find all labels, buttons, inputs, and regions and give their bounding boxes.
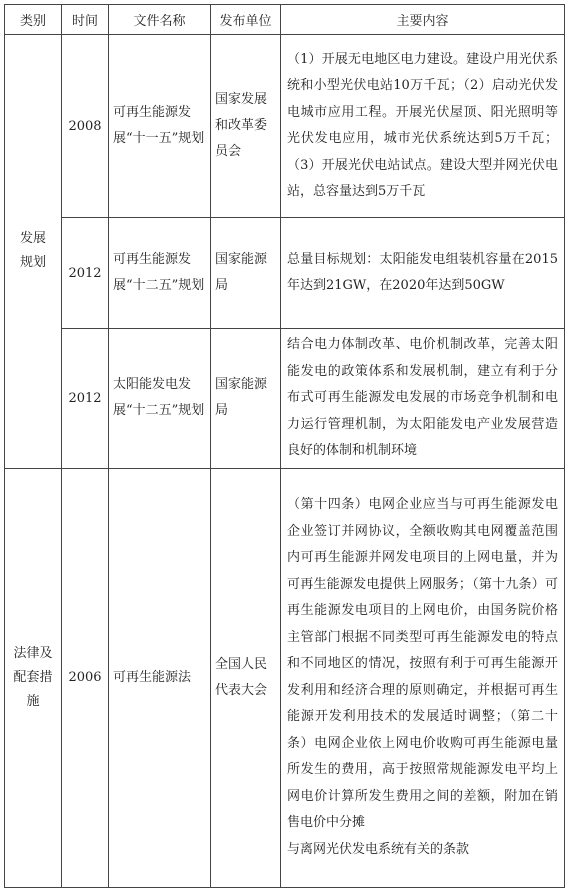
header-main-content: 主要内容: [281, 5, 565, 35]
year-cell: 2008: [62, 35, 109, 218]
content-cell: [281, 35, 565, 218]
content-cell: [281, 218, 565, 329]
year-cell: 2012: [62, 329, 109, 469]
file-name-cell: 可再生能源发展“十一五”规划: [109, 35, 211, 218]
file-name-cell: 太阳能发电发展“十二五”规划: [109, 329, 211, 469]
header-publisher: 发布单位: [211, 5, 281, 35]
content-text-note: 与离网光伏发电系统有关的条款: [287, 841, 470, 857]
content-text: （1）开展无电地区电力建设。建设户用光伏系统和小型光伏电站10万千瓦；（2）启动光伏发电城市应用工程。开展光伏屋顶、阳光照明等光伏发电应用，城市光伏系统达到5万千瓦；（3）开展光伏电站试点。建设大型并网光伏电站，总容量达到5万千瓦: [287, 51, 558, 199]
content-text: 结合电力体制改革、电价机制改革，完善太阳能发电的政策体系和发展机制，建立有利于分布式可再生能源发电发展的市场竞争机制和电力运行管理机制，为太阳能发电产业发展营造良好的体制和机制环境: [287, 337, 558, 458]
publisher-cell: 国家能源局: [211, 218, 281, 329]
category-cell: [5, 468, 62, 887]
category-label: 发展规划: [19, 231, 46, 271]
publisher-cell: 国家发展和改革委员会: [211, 35, 281, 218]
file-name-cell: 可再生能源发展“十二五”规划: [109, 218, 211, 329]
category-label: 法律及配套措施: [13, 645, 53, 709]
publisher-cell: 全国人民代表大会: [211, 468, 281, 887]
category-cell: [5, 35, 62, 469]
header-year: 时间: [62, 5, 109, 35]
header-row: [5, 5, 565, 35]
table-row: [5, 35, 565, 218]
content-text: （第十四条）电网企业应当与可再生能源发电企业签订并网协议，全额收购其电网覆盖范围内可再生能源并网发电项目的上网电量，并为可再生能源发电提供上网服务；（第十九条）可再生能源发电项目的上网电价，由国务院价格主管部门根据不同类型可再生能源发电的特点和不同地区的情况，按照有利于可再生能源开发利用和经济合理的原则确定，并根据可再生能源开发利用技术的发展适时调整；（第二十条）电网企业依上网电价收购可再生能源电量所发生的费用，高于按照常规能源发电平均上网电价计算所发生费用之间的差额，附加在销售电价中分摊: [287, 497, 558, 830]
header-file-name: 文件名称: [109, 5, 211, 35]
table-row: [5, 218, 565, 329]
year-cell: 2012: [62, 218, 109, 329]
content-text: 总量目标规划：太阳能发电组装机容量在2015年达到21GW，在2020年达到50GW: [287, 251, 558, 293]
content-cell: [281, 468, 565, 887]
header-category: 类别: [5, 5, 62, 35]
table-row: [5, 468, 565, 887]
publisher-cell: 国家能源局: [211, 329, 281, 469]
content-cell: [281, 329, 565, 469]
table-row: [5, 329, 565, 469]
year-cell: 2006: [62, 468, 109, 887]
file-name-cell: 可再生能源法: [109, 468, 211, 887]
policy-table: [4, 4, 565, 888]
